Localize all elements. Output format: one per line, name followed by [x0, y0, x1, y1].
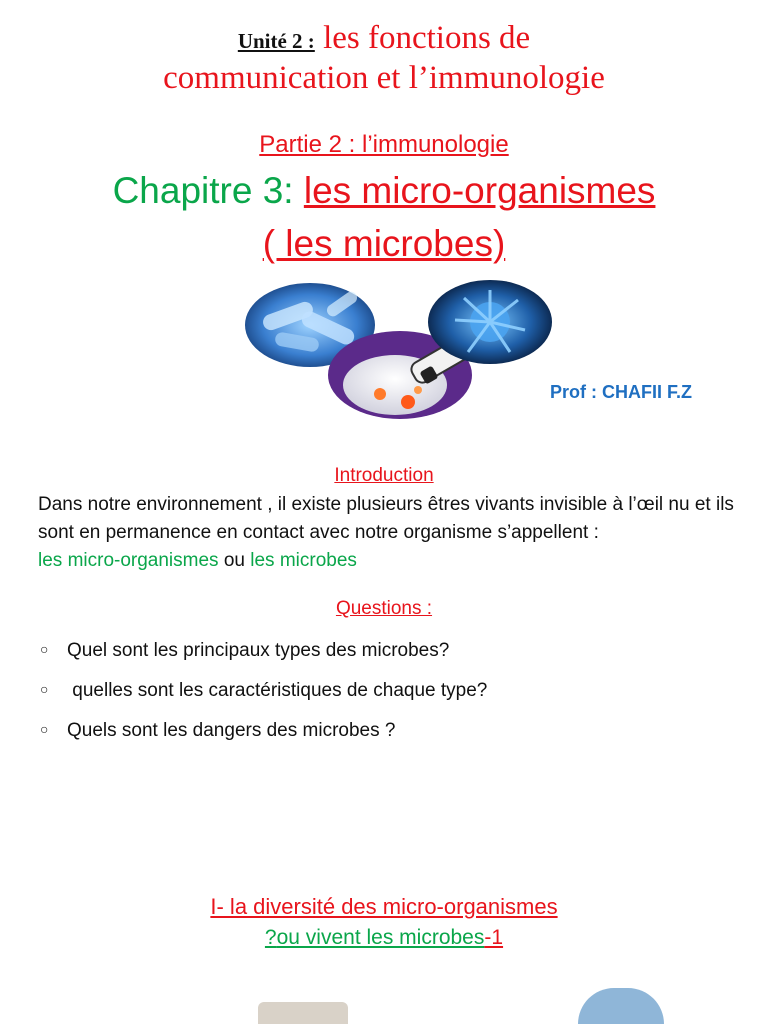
term-connector: ou	[218, 550, 251, 571]
unit-label: Unité 2 :	[237, 29, 315, 53]
water-image-partial	[578, 988, 664, 1024]
unit-title	[0, 20, 768, 57]
circle-bullet-icon: ○	[40, 641, 49, 657]
chapter-subtitle-text: ( les microbes)	[262, 223, 506, 264]
circle-bullet-icon: ○	[40, 681, 49, 697]
virus-image	[428, 280, 552, 364]
author-label: Prof : CHAFII F.Z	[550, 382, 692, 402]
partie-text: Partie 2 : l’immunologie	[259, 131, 509, 158]
section-heading-text: I- la diversité des micro-organismes	[210, 894, 558, 919]
subheading-text: ou vivent les microbes	[276, 926, 485, 949]
chapter-label: Chapitre 3:	[112, 170, 304, 211]
questions-heading-text: Questions :	[335, 598, 433, 619]
partie-title	[0, 131, 768, 159]
introduction-heading	[0, 465, 768, 487]
chapter-heading	[0, 170, 768, 212]
unit-title-line1: les fonctions de	[314, 20, 531, 56]
section-subheading	[0, 926, 768, 950]
question-text: quelles sont les caractéristiques de chaque type?	[67, 680, 488, 701]
section-heading	[0, 894, 768, 920]
habitat-image-partial	[258, 1002, 348, 1024]
question-text: Quels sont les dangers des microbes ?	[67, 720, 396, 741]
introduction-text: Dans notre environnement , il existe plusieurs êtres vivants invisible à l’œil nu et ils sont en permanence en contact avec notre organisme s’appellent :	[38, 494, 734, 543]
circle-bullet-icon: ○	[40, 721, 49, 737]
term-microbes: les microbes	[250, 550, 357, 571]
question-item	[40, 720, 395, 742]
unit-title-line2: communication et l’immunologie	[163, 60, 605, 96]
introduction-paragraph	[38, 491, 738, 575]
introduction-heading-text: Introduction	[334, 465, 434, 486]
chapter-title: les micro-organismes	[303, 170, 656, 211]
term-micro-organismes: les micro-organismes	[38, 550, 219, 571]
question-item	[40, 680, 487, 702]
microbes-illustration	[240, 280, 560, 420]
subheading-number: -1	[484, 926, 504, 949]
questions-heading	[0, 598, 768, 620]
subheading-prefix: ?	[264, 926, 277, 949]
question-text: Quel sont les principaux types des microbes?	[67, 640, 450, 661]
chapter-subtitle	[0, 223, 768, 265]
question-item	[40, 640, 449, 662]
